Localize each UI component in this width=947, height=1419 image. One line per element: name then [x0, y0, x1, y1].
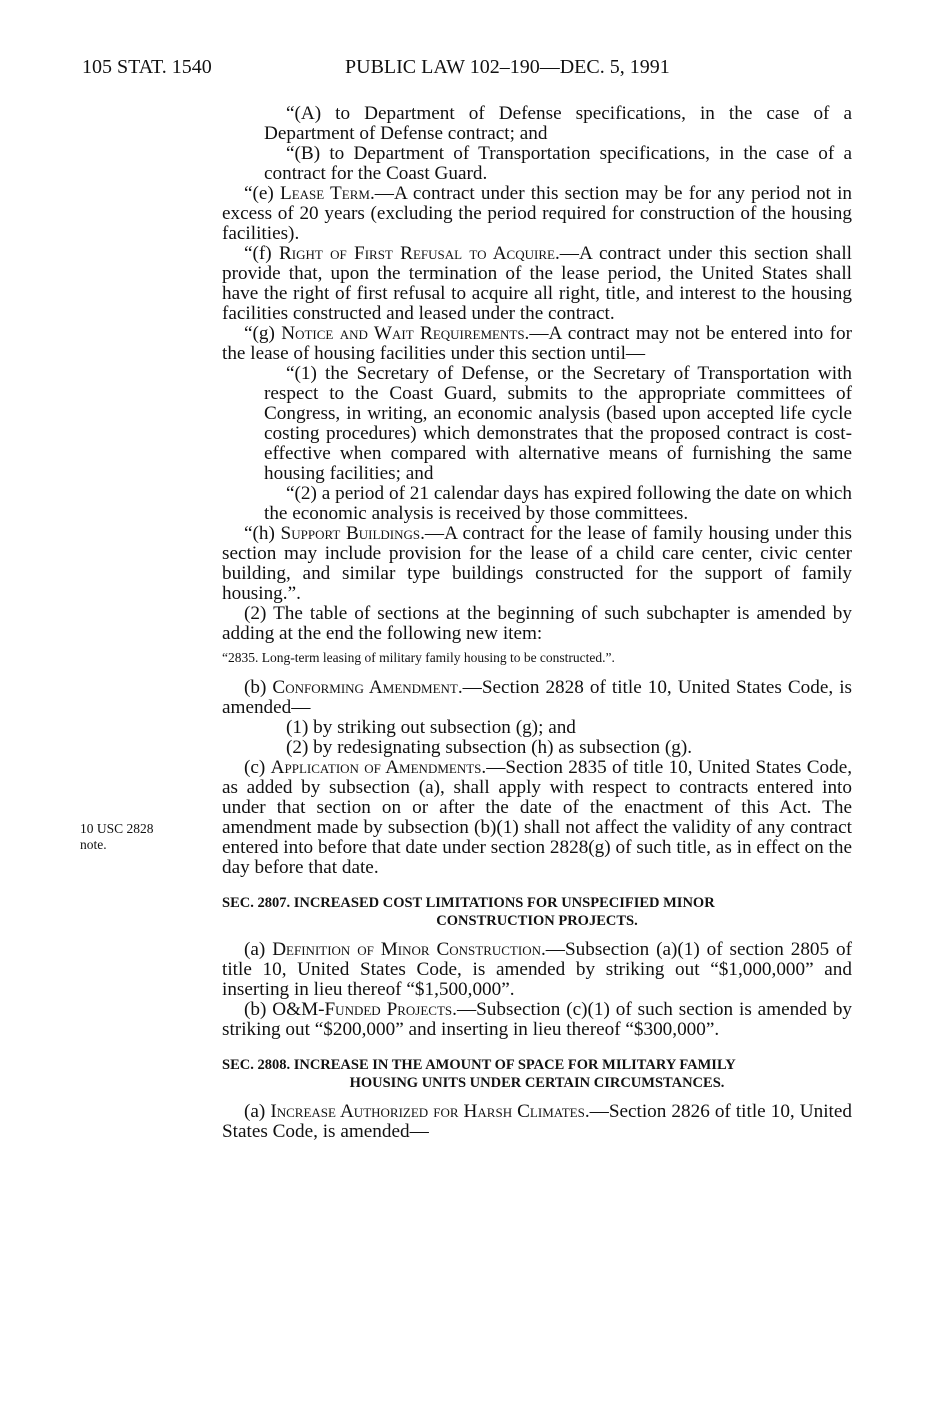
section-2808-a-text: —Section 2826 of title 10, United States Code, is amended—	[222, 1101, 852, 1142]
section-2807-subsection-b	[222, 1000, 852, 1040]
section-2807-b-lead: (b)	[244, 999, 273, 1020]
section-2807-a-heading: Definition of Minor Construction.	[272, 939, 546, 960]
subsection-f-lead: “(f)	[244, 243, 279, 264]
section-2808-subsection-a	[222, 1102, 852, 1142]
subsection-g-para-2: “(2) a period of 21 calendar days has expired following the date on which the economic analysis is received by those committees.	[264, 483, 852, 524]
margin-note	[80, 821, 200, 853]
subsection-f	[222, 244, 852, 324]
document-body	[222, 104, 852, 1142]
section-2807-subsection-a	[222, 940, 852, 1000]
subsection-e-heading: Lease Term.	[280, 183, 375, 204]
subsection-c-heading: Application of Amendments.	[270, 757, 487, 778]
subsection-b-para-1: (1) by striking out subsection (g); and	[286, 717, 576, 738]
subsection-b-lead: (b)	[244, 677, 273, 698]
section-2808-a-lead: (a)	[244, 1101, 271, 1122]
section-2808-title: SEC. 2808. INCREASE IN THE AMOUNT OF SPACE FOR MILITARY FAMILY	[222, 1057, 736, 1073]
subsection-e-text: —A contract under this section may be for any period not in excess of 20 years (excluding the period required for construction of the housing facilities).	[222, 183, 853, 244]
subsection-g-para-1: “(1) the Secretary of Defense, or the Secretary of Transportation with respect to the Coast Guard, submits to the appropriate committees of Congress, in writing, an economic analysis (based upon accepted life cycle costing procedures) which demonstrates that the proposed contract is cost-effective when compared with alternative means of furnishing the same housing facilities; and	[264, 363, 852, 484]
running-header-title: PUBLIC LAW 102–190—DEC. 5, 1991	[345, 56, 670, 78]
section-2807-heading	[222, 894, 852, 930]
section-2808-a-heading: Increase Authorized for Harsh Climates.	[270, 1101, 590, 1122]
subsection-g	[222, 324, 852, 364]
subsection-b-heading: Conforming Amendment.	[272, 677, 463, 698]
margin-note-label: note.	[80, 837, 107, 852]
section-2808-title-cont: HOUSING UNITS UNDER CERTAIN CIRCUMSTANCES.	[349, 1075, 725, 1091]
subsection-g-text: —A contract may not be entered into for the lease of housing facilities under this section until—	[222, 323, 852, 364]
section-2807-a-lead: (a)	[244, 939, 273, 960]
subsection-b-conforming	[222, 678, 852, 718]
subsection-h-heading: Support Buildings.	[280, 523, 425, 544]
paragraph-2: (2) The table of sections at the beginning of such subchapter is amended by adding at the end the following new item:	[222, 603, 852, 644]
section-2807-title: SEC. 2807. INCREASED COST LIMITATIONS FOR UNSPECIFIED MINOR	[222, 895, 715, 911]
subsection-e	[222, 184, 852, 244]
subsection-g-heading: Notice and Wait Requirements.	[281, 323, 530, 344]
subsection-h-text: —A contract for the lease of family housing under this section may include provision for the lease of a child care center, civic center building, and similar type buildings constructed for the support of family housing.”.	[222, 523, 852, 604]
subsection-e-lead: “(e)	[244, 183, 280, 204]
table-of-sections-item: “2835. Long-term leasing of military family housing to be constructed.”.	[222, 650, 615, 665]
subsection-b-text: —Section 2828 of title 10, United States Code, is amended—	[222, 677, 852, 718]
page-reference: 105 STAT. 1540	[82, 56, 212, 78]
subparagraph-a: “(A) to Department of Defense specifications, in the case of a Department of Defense contract; and	[264, 103, 852, 144]
margin-note-citation: 10 USC 2828	[80, 821, 154, 836]
section-2807-a-text: —Subsection (a)(1) of section 2805 of title 10, United States Code, is amended by striking out “$1,000,000” and inserting in lieu thereof “$1,500,000”.	[222, 939, 852, 1000]
section-2807-title-cont: CONSTRUCTION PROJECTS.	[436, 913, 638, 929]
subsection-h-lead: “(h)	[244, 523, 281, 544]
section-2807-b-text: —Subsection (c)(1) of such section is amended by striking out “$200,000” and inserting in lieu thereof “$300,000”.	[222, 999, 853, 1040]
subsection-c-lead: (c)	[244, 757, 271, 778]
subsection-f-heading: Right of First Refusal to Acquire.	[278, 243, 560, 264]
subsection-h	[222, 524, 852, 604]
subsection-b-para-2: (2) by redesignating subsection (h) as subsection (g).	[286, 737, 693, 758]
subsection-f-text: —A contract under this section shall provide that, upon the termination of the lease period, the United States shall have the right of first refusal to acquire all right, title, and interest to the housing facilities constructed and leased under the contract.	[222, 243, 852, 324]
subsection-g-lead: “(g)	[244, 323, 282, 344]
subsection-c-text: —Section 2835 of title 10, United States Code, as added by subsection (a), shall apply with respect to contracts entered into under that section on or after the date of the enactment of this Act. The amendment made by subsection (b)(1) shall not affect the validity of any contract entered into before that date under section 2828(g) of such title, as in effect on the day before that date.	[222, 757, 853, 878]
section-2808-heading	[222, 1056, 852, 1092]
subparagraph-b: “(B) to Department of Transportation specifications, in the case of a contract for the Coast Guard.	[264, 143, 852, 184]
section-2807-b-heading: O&M-Funded Projects.	[272, 999, 457, 1020]
subsection-c-application	[222, 758, 852, 878]
